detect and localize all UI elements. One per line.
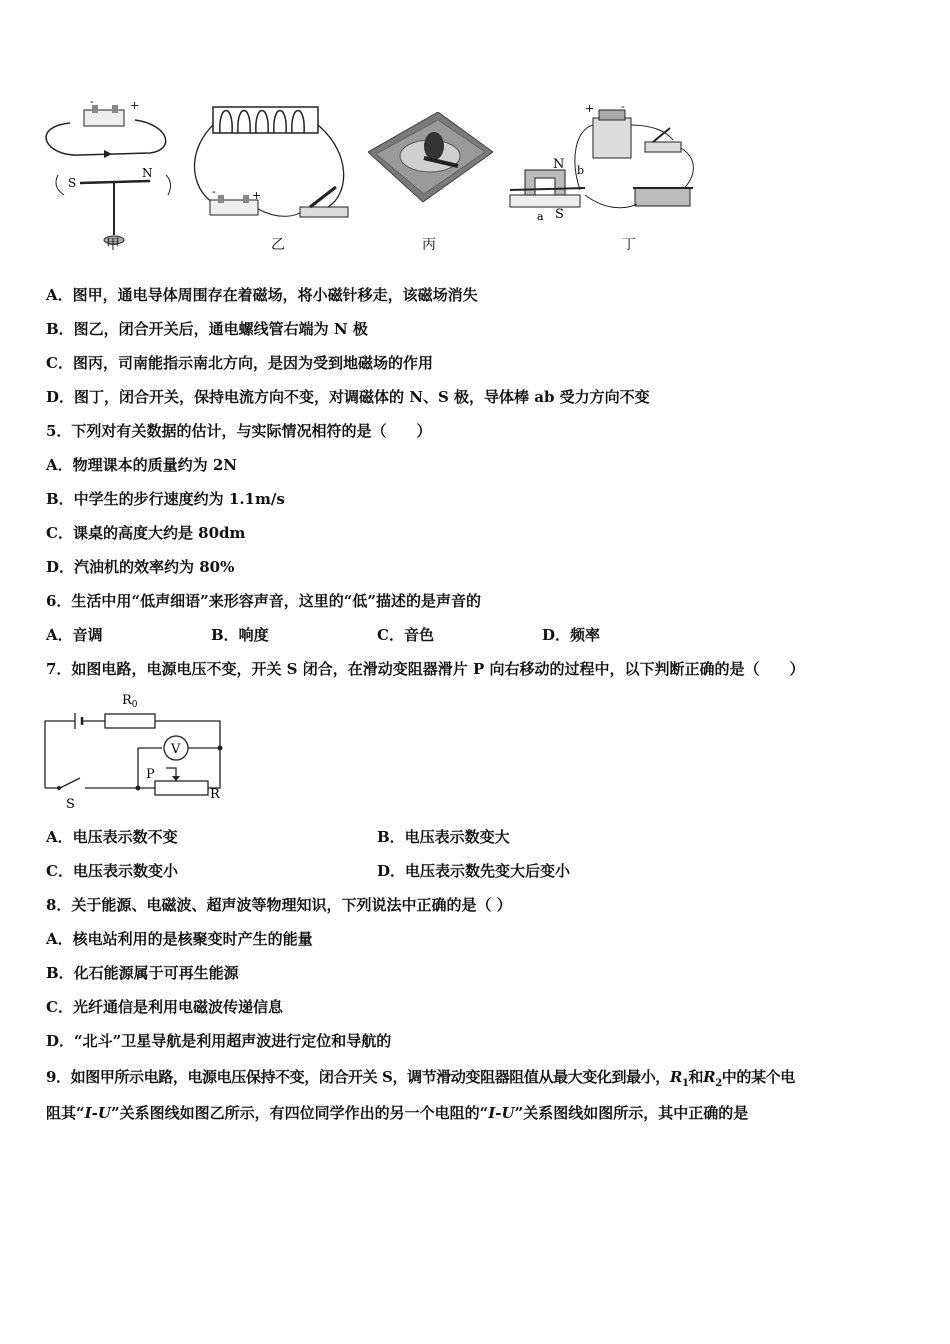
q5-stem: 5．下列对有关数据的估计，与实际情况相符的是（ ）	[46, 422, 432, 440]
q7-stem: 7．如图电路，电源电压不变，开关 S 闭合，在滑动变阻器滑片 P 向右移动的过程中，以下判断正确的是（ ）	[46, 660, 805, 678]
figure-yi	[188, 95, 358, 235]
q7-option-c: C．电压表示数变小	[46, 862, 178, 880]
q5-option-a: A．物理课本的质量约为 2N	[46, 456, 238, 474]
pole-s-label: S	[555, 207, 564, 222]
rheostat-r-label: R	[210, 787, 220, 802]
q7-circuit-diagram	[40, 688, 240, 814]
plus-terminal: +	[585, 102, 595, 115]
slider-arrow-icon	[172, 776, 180, 781]
pole-s-label: S	[68, 176, 77, 190]
switch-contact	[57, 786, 61, 790]
q4-option-d: D．图丁，闭合开关，保持电流方向不变，对调磁体的 N、S 极，导体棒 ab 受力方向不变	[46, 388, 650, 406]
r0-label: $R_0$	[122, 693, 138, 710]
q8-option-c: C．光纤通信是利用电磁波传递信息	[46, 998, 283, 1016]
q8-stem: 8．关于能源、电磁波、超声波等物理知识，下列说法中正确的是（ ）	[46, 896, 512, 914]
q5-option-c: C．课桌的高度大约是 80dm	[46, 524, 246, 542]
figure-label-jia: 甲	[106, 237, 120, 253]
figure-label-yi: 乙	[271, 237, 285, 253]
plus-terminal: +	[130, 99, 140, 112]
point-a-label: a	[537, 210, 544, 223]
figure-label-ding: 丁	[622, 237, 636, 253]
q9-stem-line2: 阻其“I-U”关系图线如图乙所示，有四位同学作出的另一个电阻的“I-U”关系图线如图所示，其中正确的是	[46, 1104, 749, 1122]
q7-option-a: A．电压表示数不变	[46, 828, 178, 846]
q4-option-c: C．图丙，司南能指示南北方向，是因为受到地磁场的作用	[46, 354, 433, 372]
minus-terminal: -	[90, 95, 94, 108]
figure-label-bing: 丙	[422, 237, 436, 253]
switch-s-label: S	[66, 797, 75, 812]
q5-option-b: B．中学生的步行速度约为 1.1m/s	[46, 490, 285, 508]
q7-option-b: B．电压表示数变大	[377, 828, 510, 846]
minus-terminal: -	[212, 185, 216, 198]
q6-stem: 6．生活中用“低声细语”来形容声音，这里的“低”描述的是声音的	[46, 592, 481, 610]
q4-option-b: B．图乙，闭合开关后，通电螺线管右端为 N 极	[46, 320, 368, 338]
q7-option-d: D．电压表示数先变大后变小	[377, 862, 571, 880]
q9-stem-line1: 9．如图甲所示电路，电源电压保持不变，闭合开关 S，调节滑动变阻器阻值从最大变化到最小，$R_1$和$R_2$中的某个电	[46, 1068, 795, 1089]
voltmeter-label: V	[171, 742, 181, 757]
pole-n-label: N	[553, 157, 565, 172]
q6-option-d: D．频率	[542, 626, 601, 644]
pole-n-label: N	[142, 166, 153, 180]
q6-option-a: A．音调	[46, 626, 103, 644]
q4-option-a: A．图甲，通电导体周围存在着磁场，将小磁针移走，该磁场消失	[46, 286, 478, 304]
q6-option-b: B．响度	[211, 626, 269, 644]
figure-bing	[368, 112, 493, 212]
point-b-label: b	[577, 164, 585, 177]
q8-option-a: A．核电站利用的是核聚变时产生的能量	[46, 930, 313, 948]
figure-ding	[505, 100, 710, 240]
q8-option-b: B．化石能源属于可再生能源	[46, 964, 239, 982]
junction-dot	[136, 786, 141, 791]
figure-jia	[40, 95, 180, 255]
q8-option-d: D．“北斗”卫星导航是利用超声波进行定位和导航的	[46, 1032, 392, 1050]
minus-terminal: -	[621, 100, 625, 113]
plus-terminal: +	[252, 189, 262, 202]
q5-option-d: D．汽油机的效率约为 80%	[46, 558, 235, 576]
slider-p-label: P	[146, 767, 155, 782]
q6-option-c: C．音色	[377, 626, 434, 644]
junction-dot	[218, 746, 223, 751]
